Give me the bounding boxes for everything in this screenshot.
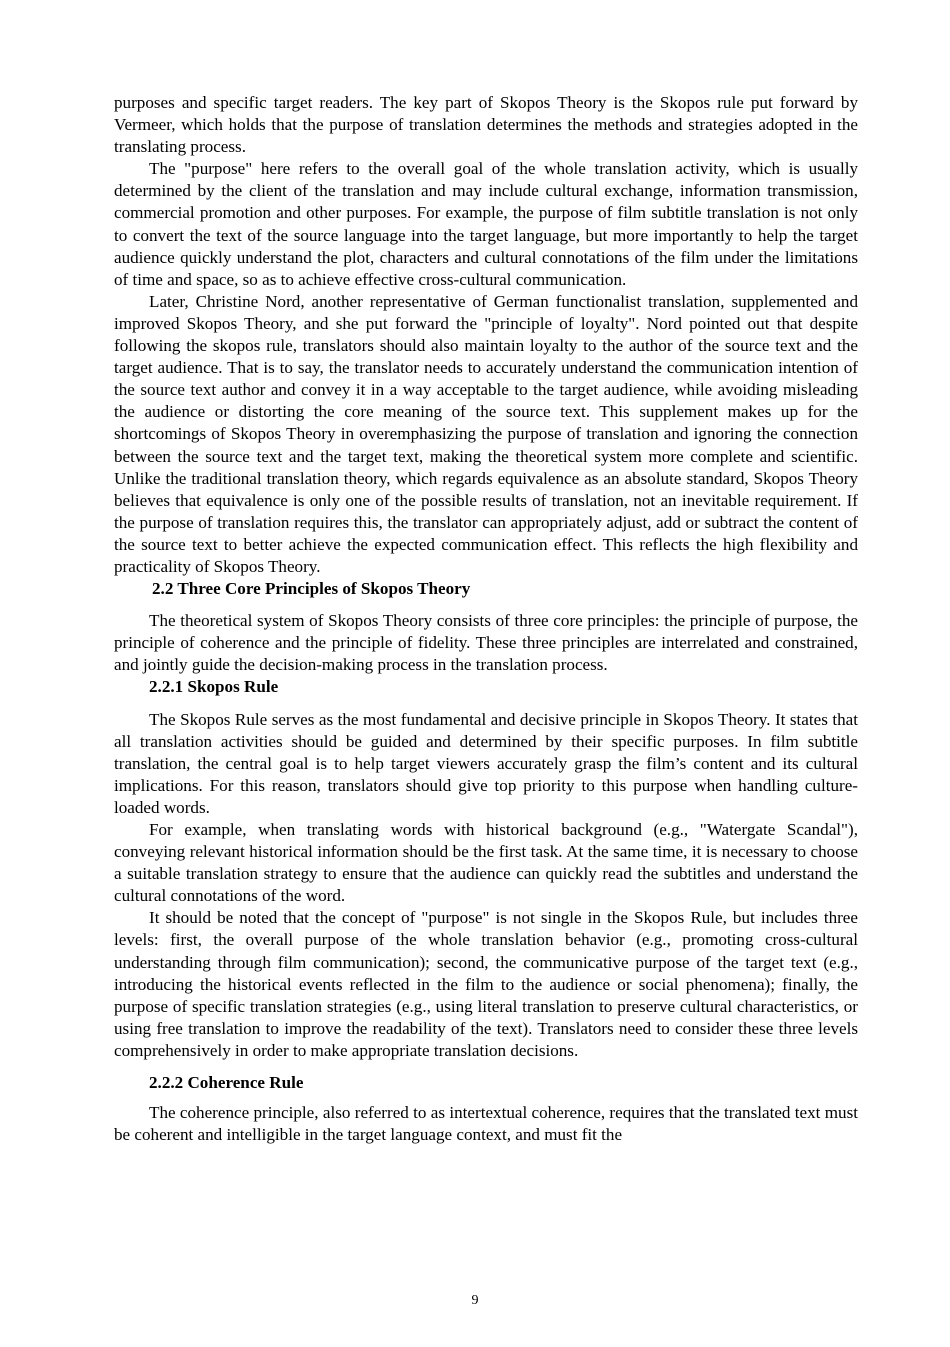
page-body [114,92,858,1146]
paragraph-skopos-rule: The Skopos Rule serves as the most fundamental and decisive principle in Skopos Theory. It states that all translation activities should be guided and determined by their specific purposes. In film subtitle translation, the central goal is to help target viewers accurately grasp the film’s content and its cultural implications. For this reason, translators should give top priority to this purpose when handling culture-loaded words. [114,709,858,817]
section-heading-2-2: 2.2 Three Core Principles of Skopos Theory [152,579,471,599]
paragraph-nord-loyalty: Later, Christine Nord, another representative of German functionalist translation, supplemented and improved Skopos Theory, and she put forward the "principle of loyalty". Nord pointed out that despite following the skopos rule, translators should also maintain loyalty to the author of the source text and the target audience. That is to say, the translator needs to accurately understand the communication intention of the source text author and convey it in a way acceptable to the target audience, while avoiding misleading the audience or distorting the core meaning of the source text. This supplement makes up for the shortcomings of Skopos Theory in overemphasizing the purpose of translation and ignoring the connection between the source text and the target text, making the theoretical system more complete and scientific. Unlike the traditional translation theory, which regards equivalence as an absolute standard, Skopos Theory believes that equivalence is only one of the possible results of translation, not an inevitable requirement. If the purpose of translation requires this, the translator can appropriately adjust, add or subtract the content of the source text to better achieve the expected communication effect. This reflects the high flexibility and practicality of Skopos Theory. [114,291,858,576]
paragraph-continued: purposes and specific target readers. The key part of Skopos Theory is the Skopos rule put forward by Vermeer, which holds that the purpose of translation determines the methods and strategies adopted in the translating process. [114,93,858,157]
paragraph-purpose-definition: The "purpose" here refers to the overall goal of the whole translation activity, which is usually determined by the client of the translation and may include cultural exchange, information transmission, commercial promotion and other purposes. For example, the purpose of film subtitle translation is not only to convert the text of the source language into the target language, but more importantly to help the target audience quickly understand the plot, characters and cultural connotations of the film under the limitations of time and space, so as to achieve effective cross-cultural communication. [114,159,858,289]
section-heading-2-2-2: 2.2.2 Coherence Rule [149,1073,304,1093]
paragraph-purpose-levels: It should be noted that the concept of "purpose" is not single in the Skopos Rule, but includes three levels: first, the overall purpose of the whole translation behavior (e.g., promoting cross-cultural understanding through film communication); second, the communicative purpose of the target text (e.g., introducing the historical events reflected in the film to the audience or social phenomena); finally, the purpose of specific translation strategies (e.g., using literal translation to preserve cultural characteristics, or using free translation to improve the readability of the text). Translators need to consider these three levels comprehensively in order to make appropriate translation decisions. [114,908,858,1060]
paragraph-three-principles: The theoretical system of Skopos Theory consists of three core principles: the principle of purpose, the principle of coherence and the principle of fidelity. These three principles are interrelated and constrained, and jointly guide the decision-making process in the translation process. [114,611,858,675]
page-number: 9 [471,1293,479,1308]
paragraph-example-watergate: For example, when translating words with historical background (e.g., "Watergate Scandal"), conveying relevant historical information should be the first task. At the same time, it is necessary to choose a suitable translation strategy to ensure that the audience can quickly read the subtitles and understand the cultural connotations of the word. [114,820,858,906]
section-heading-2-2-1: 2.2.1 Skopos Rule [149,677,279,697]
paragraph-coherence-rule: The coherence principle, also referred to as intertextual coherence, requires that the translated text must be coherent and intelligible in the target language context, and must fit the [114,1103,858,1145]
